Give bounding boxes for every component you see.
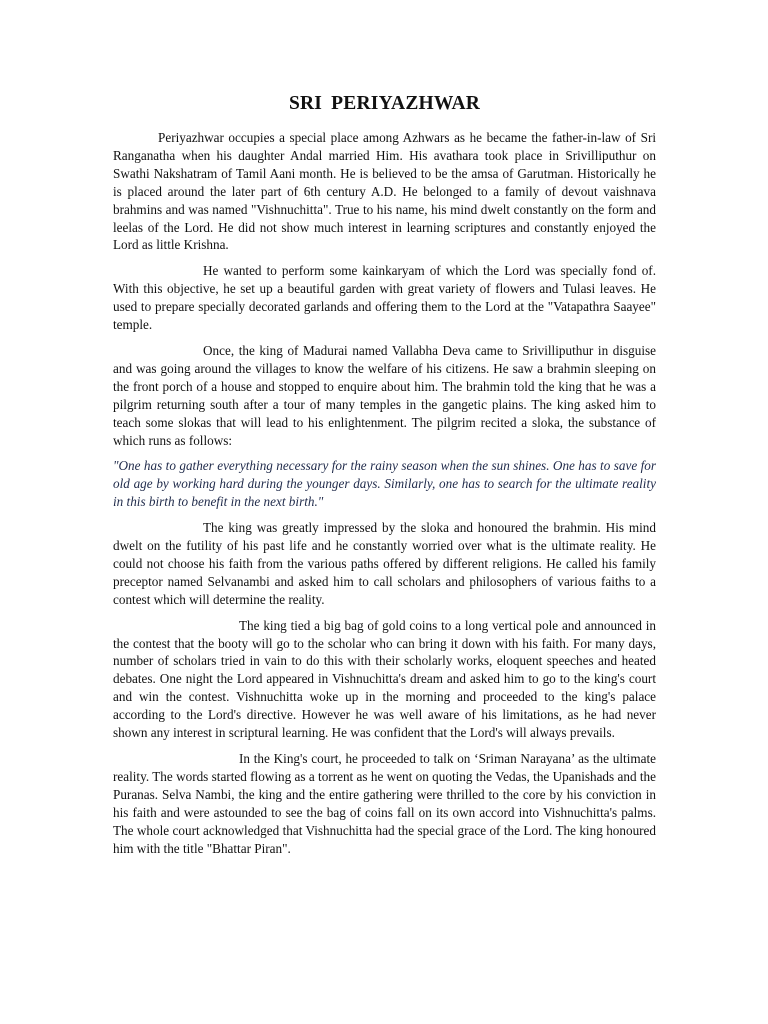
sloka-quote: "One has to gather everything necessary for the rainy season when the sun shines. One has to save for old age by working hard during the younger days. Similarly, one has to search for the ultimate reality in this birth to benefit in the next birth." xyxy=(113,458,656,510)
document-page xyxy=(113,92,656,865)
paragraph-king-madurai: Once, the king of Madurai named Vallabha Deva came to Srivilliputhur in disguise and was going around the villages to know the welfare of his citizens. He saw a brahmin sleeping on the front porch of a house and stopped to enquire about him. The brahmin told the king that he was a pilgrim returning south after a tour of many temples in the gangetic plains. The king asked him to teach some slokas that will lead to his enlightenment. The pilgrim recited a sloka, the substance of which runs as follows: xyxy=(113,342,656,448)
page-title: SRI PERIYAZHWAR xyxy=(288,93,481,114)
paragraph-king-impressed: The king was greatly impressed by the sloka and honoured the brahmin. His mind dwelt on the futility of his past life and he constantly worried over what is the ultimate reality. He could not choose his faith from the various paths offered by different religions. He called his family preceptor named Selvanambi and asked him to call scholars and philosophers of various faiths to a contest which will determine the reality. xyxy=(113,520,656,607)
paragraph-intro: Periyazhwar occupies a special place among Azhwars as he became the father-in-law of Sri Ranganatha when his daughter Andal married Him. His avathara took place in Srivilliputhur on Swathi Nakshatram of Tamil Aani month. He is believed to be the amsa of Garutman. Historically he is placed around the later part of 6th century A.D. He belonged to a family of devout vaishnava brahmins and was named "Vishnuchitta". True to his name, his mind dwelt constantly on the form and leelas of the Lord. He did not show much interest in learning scriptures and constantly enjoyed the Lord as little Krishna. xyxy=(113,130,656,253)
paragraph-garden: He wanted to perform some kainkaryam of which the Lord was specially fond of. With this objective, he set up a beautiful garden with great variety of flowers and Tulasi leaves. He used to prepare specially decorated garlands and offering them to the Lord at the "Vatapathra Saayee" temple. xyxy=(113,263,656,333)
paragraph-kings-court: In the King's court, he proceeded to talk on ‘Sriman Narayana’ as the ultimate reality. The words started flowing as a torrent as he went on quoting the Vedas, the Upanishads and the Puranas. Selva Nambi, the king and the entire gathering were thrilled to the core by his conviction in his faith and were astounded to see the bag of coins fall on its own accord into Vishnuchitta's palms. The whole court acknowledged that Vishnuchitta had the special grace of the Lord. The king honoured him with the title "Bhattar Piran". xyxy=(113,751,656,856)
paragraph-contest: The king tied a big bag of gold coins to a long vertical pole and announced in the contest that the booty will go to the scholar who can bring it down with his faith. For many days, number of scholars tried in vain to do this with their scholarly works, eloquent speeches and heated debates. One night the Lord appeared in Vishnuchitta's dream and asked him to go to the king's court and win the contest. Vishnuchitta woke up in the morning and proceeded to the king's palace according to the Lord's directive. However he was well aware of his limitations, as he had never shown any interest in scriptural learning. He was confident that the Lord's will always prevails. xyxy=(113,617,656,741)
